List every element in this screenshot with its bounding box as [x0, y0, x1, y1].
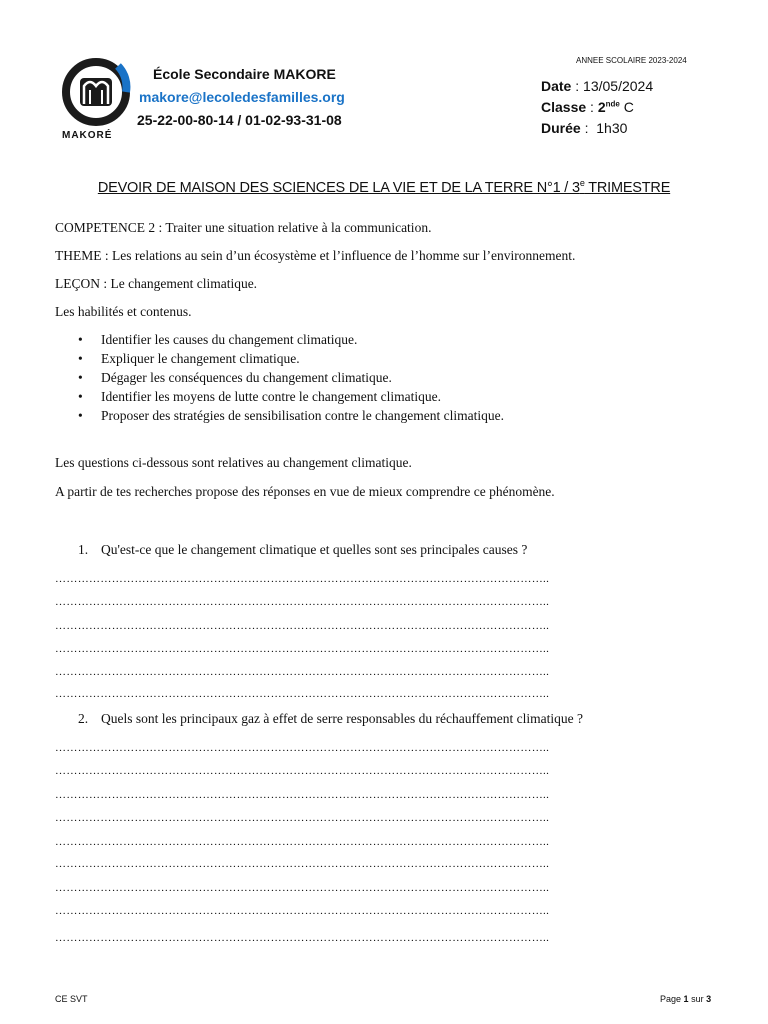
school-logo — [56, 56, 136, 146]
school-name: École Secondaire MAKORE — [153, 66, 336, 82]
answer-line[interactable]: ………………………………………………………………………………………………………………….. — [55, 573, 550, 585]
intro-text-1: Les questions ci-dessous sont relatives au changement climatique. — [55, 455, 412, 470]
class-value-sup: nde — [605, 99, 620, 109]
answer-line[interactable]: ………………………………………………………………………………………………………………….. — [55, 643, 550, 655]
question-number: 1. — [78, 542, 89, 557]
list-item-text: Identifier les moyens de lutte contre le changement climatique. — [101, 389, 441, 404]
title-end: TRIMESTRE — [584, 179, 671, 196]
title-sup: e — [579, 178, 585, 188]
page-current: 1 — [683, 994, 689, 1004]
question-number: 2. — [78, 711, 89, 726]
answer-line[interactable]: ………………………………………………………………………………………………………………….. — [55, 742, 550, 754]
list-item — [78, 349, 504, 368]
answer-line[interactable]: ………………………………………………………………………………………………………………….. — [55, 789, 550, 801]
document-title — [0, 178, 768, 196]
habiletes-list — [78, 330, 504, 425]
footer-subject: CE SVT — [55, 994, 88, 1004]
question-text: Qu'est-ce que le changement climatique et quelles sont ses principales causes ? — [101, 542, 528, 557]
list-item — [78, 387, 504, 406]
page-total: 3 — [706, 994, 712, 1004]
question-text: Quels sont les principaux gaz à effet de serre responsables du réchauffement climatique ? — [101, 711, 583, 726]
list-item-text: Dégager les conséquences du changement climatique. — [101, 370, 392, 385]
answer-line[interactable]: ………………………………………………………………………………………………………………….. — [55, 932, 550, 944]
answer-line[interactable]: ………………………………………………………………………………………………………………….. — [55, 666, 550, 678]
list-item — [78, 368, 504, 387]
bullet: • — [78, 351, 83, 366]
list-item — [78, 330, 504, 349]
list-item-text: Identifier les causes du changement climatique. — [101, 332, 358, 347]
duration-label: Durée — [541, 120, 581, 136]
class-label: Classe — [541, 99, 587, 115]
competence: COMPETENCE 2 : Traiter une situation relative à la communication. — [55, 220, 432, 235]
date-label: Date — [541, 78, 572, 94]
page-indicator — [660, 994, 711, 1004]
answer-line[interactable]: ………………………………………………………………………………………………………………….. — [55, 688, 550, 700]
list-item-text: Expliquer le changement climatique. — [101, 351, 300, 366]
exam-duration: Durée : 1h30 — [541, 120, 628, 136]
page-sep: sur — [691, 994, 704, 1004]
bullet: • — [78, 370, 83, 385]
habiletes-title: Les habilités et contenus. — [55, 304, 192, 319]
question-2 — [78, 711, 583, 727]
list-item-text: Proposer des stratégies de sensibilisation contre le changement climatique. — [101, 408, 505, 423]
exam-date: Date : 13/05/2024 — [541, 78, 654, 94]
class-value: 2 — [597, 99, 606, 115]
answer-line[interactable]: ………………………………………………………………………………………………………………….. — [55, 836, 550, 848]
answer-line[interactable]: ………………………………………………………………………………………………………………….. — [55, 596, 550, 608]
intro-text-2: A partir de tes recherches propose des réponses en vue de mieux comprendre ce phénomène. — [55, 484, 555, 499]
theme: THEME : Les relations au sein d’un écosystème et l’influence de l’homme sur l’environnement. — [55, 248, 576, 263]
bullet: • — [78, 408, 83, 423]
school-email-link[interactable]: makore@lecoledesfamilles.org — [139, 89, 345, 105]
question-1 — [78, 542, 527, 558]
school-phones: 25-22-00-80-14 / 01-02-93-31-08 — [137, 112, 342, 128]
answer-line[interactable]: ………………………………………………………………………………………………………………….. — [55, 765, 550, 777]
answer-line[interactable]: ………………………………………………………………………………………………………………….. — [55, 858, 550, 870]
answer-line[interactable]: ………………………………………………………………………………………………………………….. — [55, 882, 550, 894]
answer-line[interactable]: ………………………………………………………………………………………………………………….. — [55, 812, 550, 824]
logo-text: MAKORÉ — [62, 130, 113, 141]
bullet: • — [78, 389, 83, 404]
date-value: 13/05/2024 — [583, 78, 654, 94]
class-value-rest: C — [623, 99, 634, 115]
school-year: ANNEE SCOLAIRE 2023-2024 — [576, 56, 687, 65]
answer-line[interactable]: ………………………………………………………………………………………………………………….. — [55, 905, 550, 917]
lecon: LEÇON : Le changement climatique. — [55, 276, 258, 291]
list-item — [78, 406, 504, 425]
exam-class: Classe : 2nde C — [541, 99, 634, 115]
answer-line[interactable]: ………………………………………………………………………………………………………………….. — [55, 620, 550, 632]
duration-value: 1h30 — [596, 120, 628, 136]
bullet: • — [78, 332, 83, 347]
title-main: DEVOIR DE MAISON DES SCIENCES DE LA VIE ET DE LA TERRE N°1 / 3 — [97, 179, 580, 196]
page-word: Page — [660, 994, 682, 1004]
